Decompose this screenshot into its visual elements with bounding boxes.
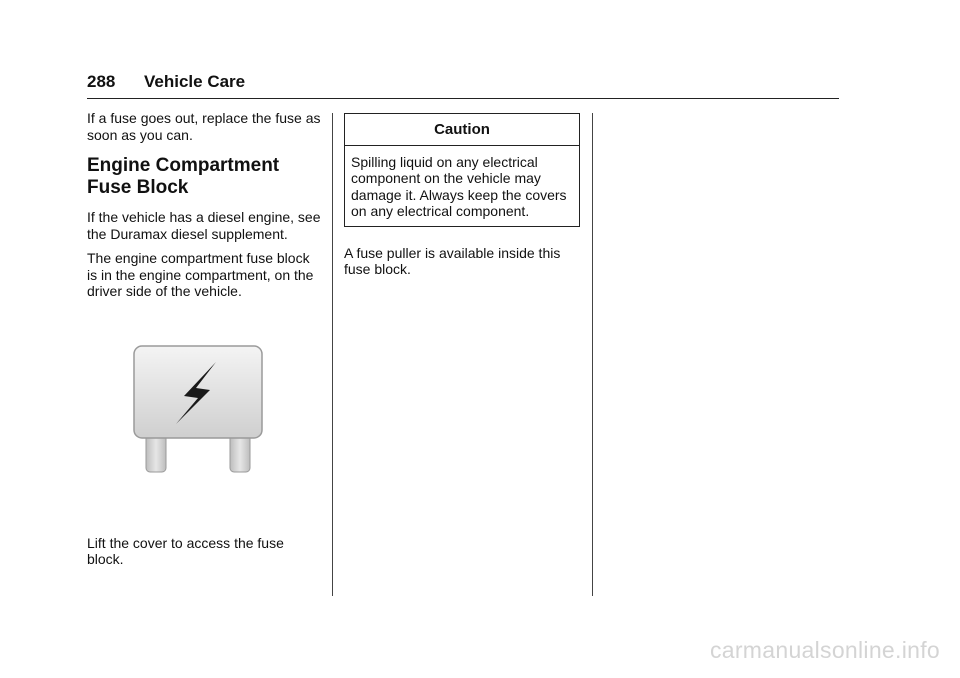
page-number: 288 [87,72,116,91]
fuse-illustration [87,338,323,503]
left-column [87,110,323,576]
caution-text: Spilling liquid on any electrical component on the vehicle may damage it. Always keep the covers on any electrical component. [351,153,567,219]
fuse-lightning-icon [132,344,264,476]
watermark: carmanualsonline.info [709,637,940,663]
section-title: Vehicle Care [144,72,246,91]
fuse-block-location-paragraph: The engine compartment fuse block is in the engine compartment, on the driver side of the vehicle. [87,250,314,299]
caution-title: Caution [345,114,579,146]
middle-column [344,110,580,286]
lift-cover-paragraph: Lift the cover to access the fuse block. [87,534,284,567]
fuse-puller-paragraph: A fuse puller is available inside this fuse block. [344,244,561,277]
intro-paragraph: If a fuse goes out, replace the fuse as soon as you can. [87,110,321,143]
caution-box [344,113,580,227]
column-divider-right [592,113,593,596]
engine-fuse-block-heading: Engine Compartment Fuse Block [87,155,280,198]
column-divider-left [332,113,333,596]
page-header [87,72,839,99]
diesel-note-paragraph: If the vehicle has a diesel engine, see the Duramax diesel supplement. [87,209,321,242]
